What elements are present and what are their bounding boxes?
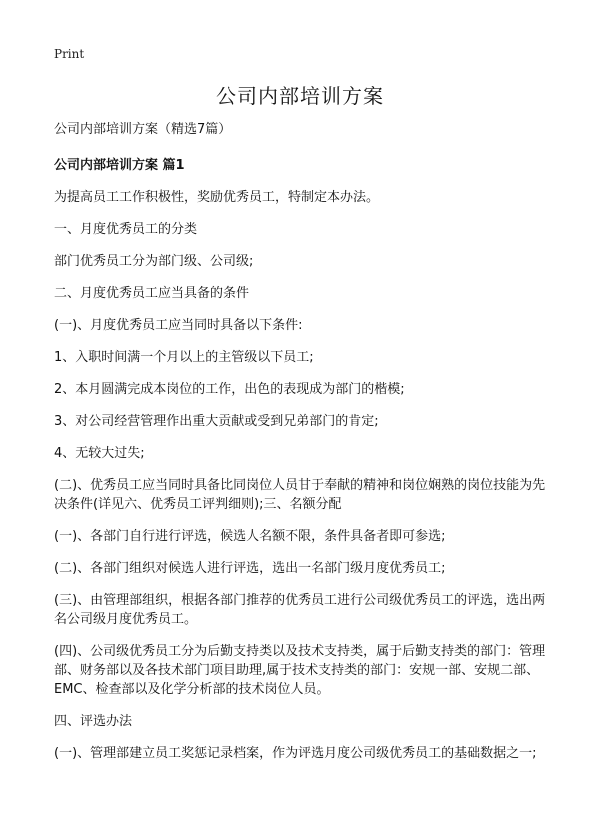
- condition-item-1: 1、入职时间满一个月以上的主管级以下员工;: [54, 350, 314, 365]
- heading-employee-categories: 一、月度优秀员工的分类: [54, 222, 198, 237]
- selection-item-1: (一)、管理部建立员工奖惩记录档案，作为评选月度公司级优秀员工的基础数据之一;: [54, 746, 537, 761]
- section-heading: 公司内部培训方案 篇1: [54, 158, 185, 173]
- condition-item-2: 2、本月圆满完成本岗位的工作，出色的表现成为部门的楷模;: [54, 382, 405, 397]
- document-subtitle: 公司内部培训方案（精选7篇）: [54, 122, 232, 137]
- quota-item-1: (一)、各部门自行进行评选，候选人名额不限，条件具备者即可参选;: [54, 529, 446, 544]
- page-title: 公司内部培训方案: [216, 84, 384, 108]
- condition-item-4: 4、无较大过失;: [54, 446, 145, 461]
- paragraph-categories: 部门优秀员工分为部门级、公司级;: [54, 254, 254, 269]
- print-link[interactable]: Print: [54, 47, 85, 61]
- paragraph-conditions-intro: (一)、月度优秀员工应当同时具备以下条件:: [54, 318, 303, 333]
- condition-item-3: 3、对公司经营管理作出重大贡献或受到兄弟部门的肯定;: [54, 414, 379, 429]
- paragraph-intro: 为提高员工工作积极性，奖励优秀员工，特制定本办法。: [54, 190, 380, 205]
- paragraph-prerequisite: (二)、优秀员工应当同时具备比同岗位人员甘于奉献的精神和岗位娴熟的岗位技能为先决条件(详见六、优秀员工评判细则);三、名额分配: [54, 478, 546, 512]
- heading-conditions: 二、月度优秀员工应当具备的条件: [54, 286, 250, 301]
- quota-item-3: (三)、由管理部组织，根据各部门推荐的优秀员工进行公司级优秀员工的评选，选出两名公司级月度优秀员工。: [54, 593, 546, 627]
- quota-item-4: (四)、公司级优秀员工分为后勤支持类以及技术支持类，属于后勤支持类的部门：管理部、财务部以及各技术部门项目助理,属于技术支持类的部门：安规一部、安规二部、EMC、检查部以及化学分析部的技术岗位人员。: [54, 644, 546, 697]
- document-body: [54, 120, 554, 776]
- heading-selection-method: 四、评选办法: [54, 714, 133, 729]
- quota-item-2: (二)、各部门组织对候选人进行评选，选出一名部门级月度优秀员工;: [54, 561, 446, 576]
